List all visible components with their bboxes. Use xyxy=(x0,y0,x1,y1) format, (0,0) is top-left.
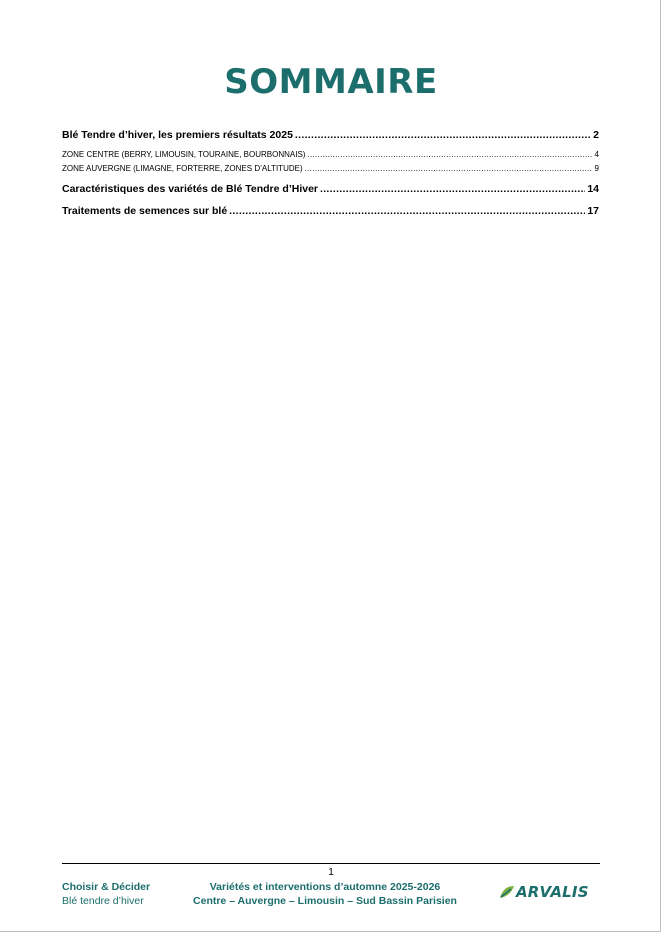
page-number: 1 xyxy=(328,867,334,878)
arvalis-leaf-icon xyxy=(499,884,515,900)
toc-entry-title: Caractéristiques des variétés de Blé Tendre d’Hiver xyxy=(62,183,318,195)
footer-publication-title: Variétés et interventions d’automne 2025-2026 xyxy=(209,881,441,893)
toc-entry-page: 17 xyxy=(587,205,599,217)
toc-dot-leader xyxy=(305,164,593,173)
toc-dot-leader xyxy=(229,205,585,217)
toc-dot-leader xyxy=(320,183,585,195)
toc-entry-page: 2 xyxy=(593,129,599,141)
toc-entry-page: 14 xyxy=(587,183,599,195)
toc-entry[interactable] xyxy=(62,150,599,159)
footer-publication-region: Centre – Auvergne – Limousin – Sud Bassin Parisien xyxy=(193,895,457,907)
footer-publication xyxy=(170,880,480,908)
toc-entry-title: Blé Tendre d’hiver, les premiers résultats 2025 xyxy=(62,129,293,141)
footer-collection xyxy=(62,880,150,908)
logo-text: ARVALIS xyxy=(516,883,589,901)
toc-entry-title: ZONE CENTRE (BERRY, LIMOUSIN, TOURAINE, BOURBONNAIS) xyxy=(62,150,306,159)
toc-entry[interactable] xyxy=(62,183,599,195)
toc-dot-leader xyxy=(295,129,591,141)
page-title: SOMMAIRE xyxy=(224,62,438,102)
arvalis-logo xyxy=(499,881,589,903)
toc-entry-page: 4 xyxy=(594,150,599,159)
footer-divider xyxy=(62,863,600,864)
toc-entry[interactable] xyxy=(62,129,599,141)
footer-brand: Choisir & Décider xyxy=(62,881,151,893)
toc-entry-title: Traitements de semences sur blé xyxy=(62,205,228,217)
footer-subtitle: Blé tendre d’hiver xyxy=(62,895,144,907)
toc-entry[interactable] xyxy=(62,164,599,173)
toc-entry[interactable] xyxy=(62,205,599,217)
toc-entry-page: 9 xyxy=(594,164,599,173)
toc-entry-title: ZONE AUVERGNE (LIMAGNE, FORTERRE, ZONES D’ALTITUDE) xyxy=(62,164,303,173)
toc-dot-leader xyxy=(307,150,592,159)
